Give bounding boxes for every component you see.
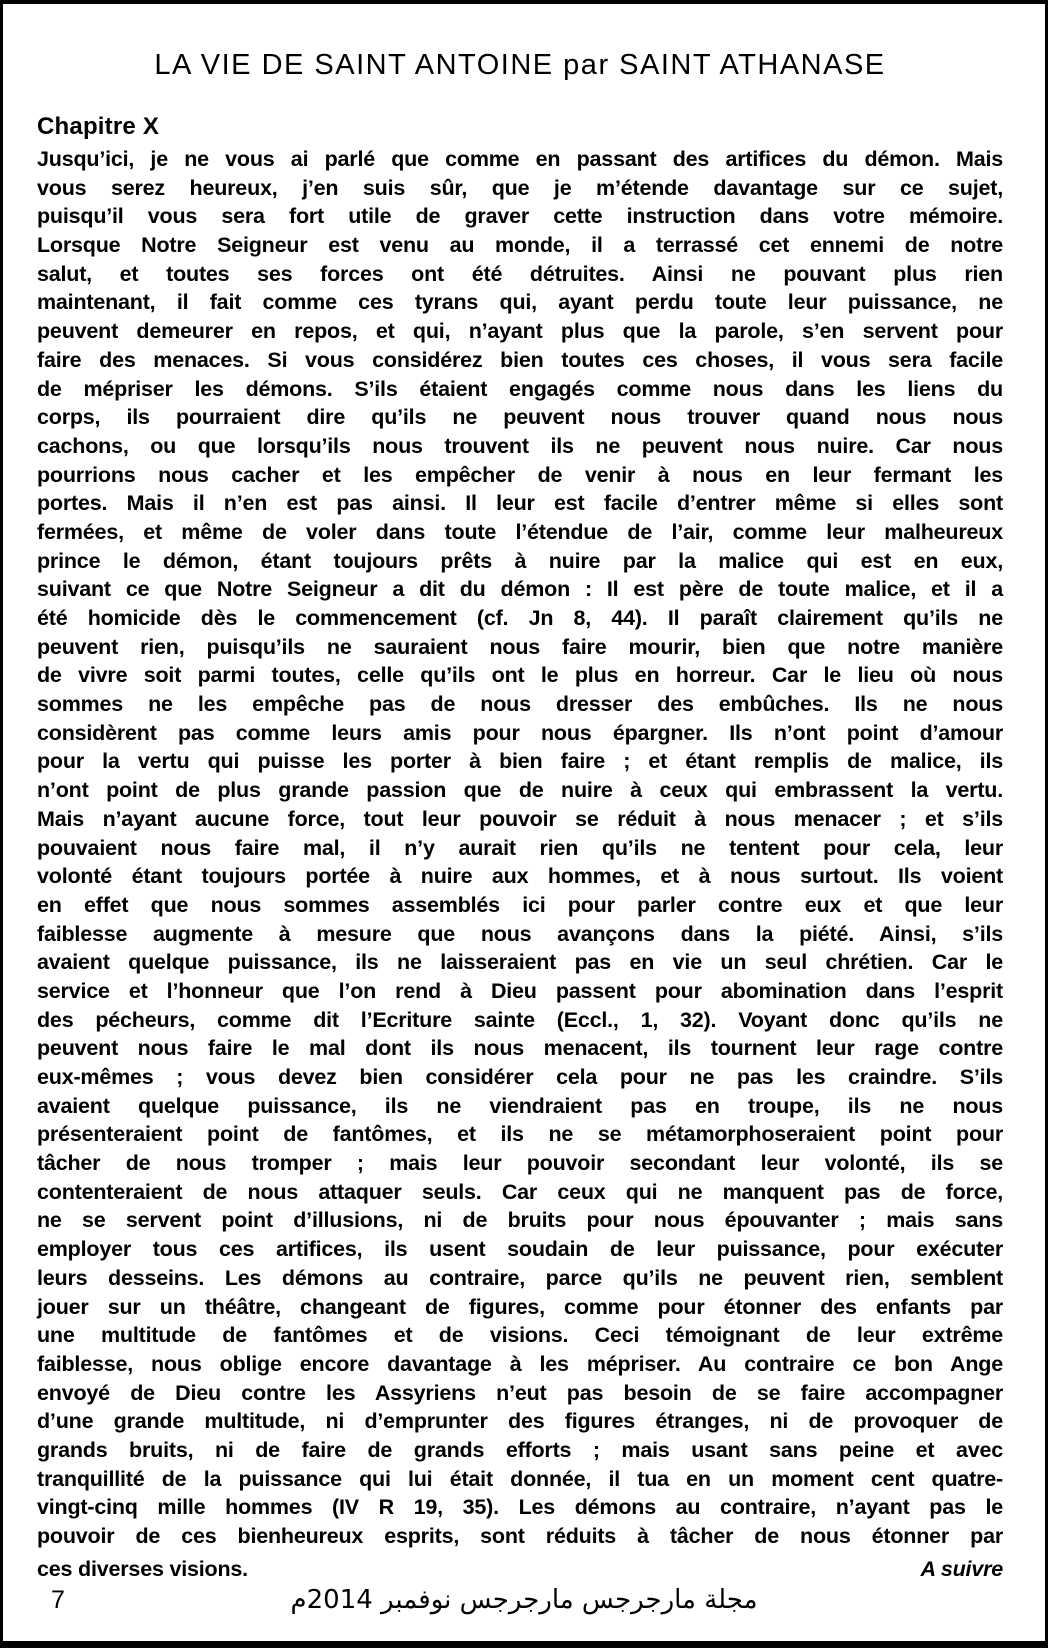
body-line: peuvent demeurer en repos, et qui, n’ayant plus que la parole, s’en servent pour xyxy=(37,319,1003,344)
body-line: faiblesse augmente à mesure que nous avançons dans la piété. Ainsi, s’ils xyxy=(37,921,1003,946)
body-line: prince le démon, étant toujours prêts à nuire par la malice qui est en eux, xyxy=(37,548,1003,573)
body-line: Mais n’ayant aucune force, tout leur pouvoir se réduit à nous menacer ; et s’ils xyxy=(37,806,1003,831)
body-line: pour la vertu qui puisse les porter à bien faire ; et étant remplis de malice, ils xyxy=(37,749,1003,774)
body-line: avaient quelque puissance, ils ne laisseraient pas en vie un seul chrétien. Car le xyxy=(37,950,1003,975)
body-line: pouvoir de ces bienheureux esprits, sont réduits à tâcher de nous étonner par xyxy=(37,1524,1003,1548)
continuation-note: A suivre xyxy=(920,1556,1003,1581)
body-line: portes. Mais il n’en est pas ainsi. Il leur est facile d’entrer même si elles sont xyxy=(37,491,1003,516)
body-line: vous serez heureux, j’en suis sûr, que je m’étende davantage sur ce sujet, xyxy=(37,175,1003,200)
body-line: considèrent pas comme leurs amis pour nous épargner. Ils n’ont point d’amour xyxy=(37,720,1003,745)
body-line: peuvent nous faire le mal dont ils nous menacent, ils tournent leur rage contre xyxy=(37,1036,1003,1061)
body-line: volonté étant toujours portée à nuire aux hommes, et à nous surtout. Ils voient xyxy=(37,864,1003,889)
body-line: cachons, ou que lorsqu’ils nous trouvent ils ne peuvent nous nuire. Car nous xyxy=(37,433,1003,458)
body-line: tâcher de nous tromper ; mais leur pouvoir secondant leur volonté, ils se xyxy=(37,1151,1003,1176)
body-line: peuvent rien, puisqu’ils ne sauraient nous faire mourir, bien que notre manière xyxy=(37,634,1003,659)
body-line: avaient quelque puissance, ils ne viendraient pas en troupe, ils ne nous xyxy=(37,1093,1003,1118)
body-line: salut, et toutes ses forces ont été détruites. Ainsi ne pouvant plus rien xyxy=(37,261,1003,286)
page-title: LA VIE DE SAINT ANTOINE par SAINT ATHANASE xyxy=(154,49,886,81)
body-line: fermées, et même de voler dans toute l’étendue de l’air, comme leur malheureux xyxy=(37,519,1003,544)
body-line: Lorsque Notre Seigneur est venu au monde, il a terrassé cet ennemi de notre xyxy=(37,233,1003,258)
body-line: service et l’honneur que l’on rend à Dieu passent pour abomination dans l’esprit xyxy=(37,978,1003,1003)
body-line: eux-mêmes ; vous devez bien considérer cela pour ne pas les craindre. S’ils xyxy=(37,1065,1003,1089)
page-number: 7 xyxy=(51,1586,65,1614)
body-line: tranquillité de la puissance qui lui était donnée, il tua en un moment cent quatre- xyxy=(37,1466,1003,1491)
closing-text: ces diverses visions. xyxy=(37,1556,248,1581)
body-line: présenteraient point de fantômes, et ils ne se métamorphoseraient point pour xyxy=(37,1122,1003,1147)
body-line: jouer sur un théâtre, changeant de figures, comme pour étonner des enfants par xyxy=(37,1294,1003,1319)
body-line: pouvaient nous faire mal, il n’y aurait rien qu’ils ne tentent pour cela, leur xyxy=(37,835,1003,860)
body-line: corps, ils pourraient dire qu’ils ne peuvent nous trouver quand nous nous xyxy=(37,405,1003,430)
body-text xyxy=(37,145,1003,1551)
body-line: faire des menaces. Si vous considérez bien toutes ces choses, il vous sera facile xyxy=(37,347,1003,372)
body-line: grands bruits, ni de faire de grands efforts ; mais usant sans peine et avec xyxy=(37,1437,1003,1462)
body-line: une multitude de fantômes et de visions. Ceci témoignant de leur extrême xyxy=(37,1323,1003,1348)
body-line: ne se servent point d’illusions, ni de bruits pour nous épouvanter ; mais sans xyxy=(37,1208,1003,1233)
chapter-heading: Chapitre X xyxy=(37,113,160,140)
journal-name: مجلة مارجرجس مارجرجس نوفمبر 2014م xyxy=(290,1585,758,1615)
body-line: sommes ne les empêche pas de nous dresser des embûches. Ils ne nous xyxy=(37,692,1003,717)
body-line: faiblesse, nous oblige encore davantage à les mépriser. Au contraire ce bon Ange xyxy=(37,1351,1003,1376)
page-footer xyxy=(3,1578,1045,1628)
body-line: n’ont point de plus grande passion que de nuire à ceux qui embrassent la vertu. xyxy=(37,778,1003,803)
body-line: maintenant, il fait comme ces tyrans qui, ayant perdu toute leur puissance, ne xyxy=(37,290,1003,315)
body-line: leurs desseins. Les démons au contraire, parce qu’ils ne peuvent rien, semblent xyxy=(37,1265,1003,1290)
body-line: des pécheurs, comme dit l’Ecriture sainte (Eccl., 1, 32). Voyant donc qu’ils ne xyxy=(37,1007,1003,1032)
body-line: employer tous ces artifices, ils usent soudain de leur puissance, pour exécuter xyxy=(37,1237,1003,1262)
body-line: d’une grande multitude, ni d’emprunter des figures étranges, ni de provoquer de xyxy=(37,1409,1003,1434)
body-line: contenteraient de nous attaquer seuls. Car ceux qui ne manquent pas de force, xyxy=(37,1179,1003,1204)
body-line: Jusqu’ici, je ne vous ai parlé que comme en passant des artifices du démon. Mais xyxy=(37,147,1003,171)
body-line: envoyé de Dieu contre les Assyriens n’eut pas besoin de se faire accompagner xyxy=(37,1380,1003,1405)
body-line: en effet que nous sommes assemblés ici pour parler contre eux et que leur xyxy=(37,892,1003,917)
body-line: de vivre soit parmi toutes, celle qu’ils ont le plus en horreur. Car le lieu où nous xyxy=(37,663,1003,688)
body-line: vingt-cinq mille hommes (IV R 19, 35). Les démons au contraire, n’ayant pas le xyxy=(37,1495,1003,1520)
body-line: été homicide dès le commencement (cf. Jn 8, 44). Il paraît clairement qu’ils ne xyxy=(37,606,1003,630)
body-line: de mépriser les démons. S’ils étaient engagés comme nous dans les liens du xyxy=(37,376,1003,401)
body-line: pourrions nous cacher et les empêcher de venir à nous en leur fermant les xyxy=(37,462,1003,487)
body-line: puisqu’il vous sera fort utile de graver cette instruction dans votre mémoire. xyxy=(37,204,1003,229)
body-line: suivant ce que Notre Seigneur a dit du démon : Il est père de toute malice, et il a xyxy=(37,577,1003,602)
